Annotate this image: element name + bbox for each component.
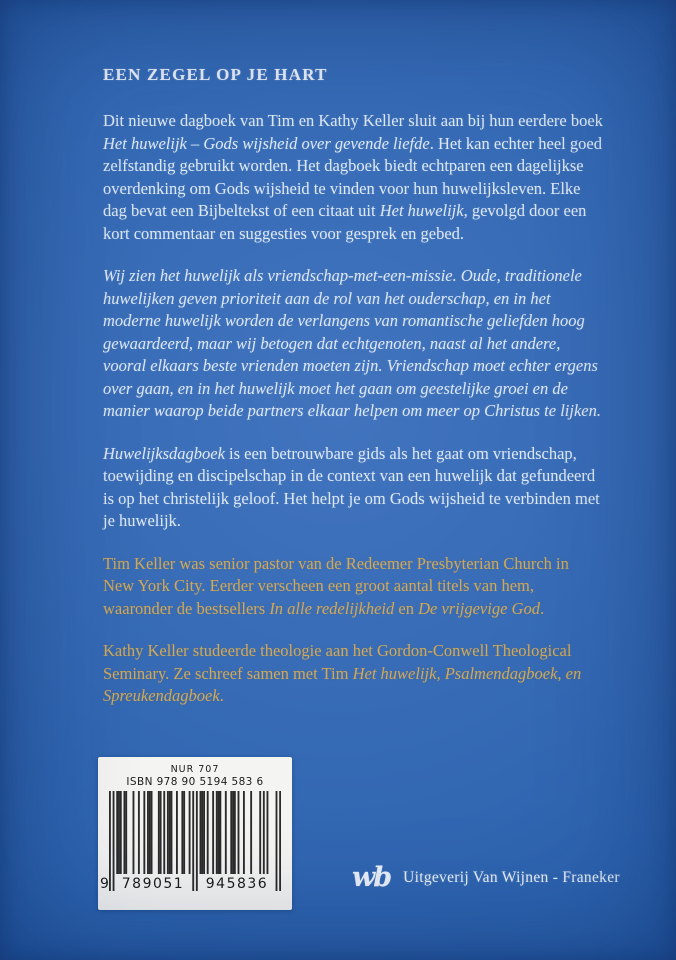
publisher-line — [352, 864, 620, 891]
text-run: en — [394, 598, 419, 618]
barcode-digit-group-1: 789051 — [121, 876, 185, 892]
text-run: . — [219, 686, 224, 705]
blurb-column — [103, 66, 603, 728]
italic-text-run: In alle redelijkheid — [269, 598, 395, 618]
blurb-paragraph — [103, 110, 603, 245]
book-title: EEN ZEGEL OP JE HART — [103, 65, 328, 84]
blurb-paragraph — [103, 265, 603, 423]
author-paragraph — [103, 640, 603, 708]
italic-text-run: Het huwelijk, Psalmendagboek, en Spreukendagboek — [103, 663, 582, 705]
italic-text-run: Het huwelijk – Gods wijsheid over gevende liefde — [103, 133, 430, 153]
blurb-paragraphs — [103, 110, 603, 708]
italic-text-run: De vrijgevige God — [418, 598, 540, 618]
publisher-name: Uitgeverij Van Wijnen - Franeker — [403, 868, 620, 886]
isbn-label: ISBN 978 90 5194 583 6 — [126, 776, 264, 788]
text-run: Kathy Keller studeerde theologie aan het Gordon-Conwell Theological Seminary. Ze schreef samen met Tim — [103, 641, 572, 683]
barcode-sticker — [98, 757, 292, 910]
barcode-digit-group-2: 945836 — [205, 876, 269, 892]
text-run: , gevolgd door een kort commentaar en suggesties voor gesprek en gebed. — [103, 201, 587, 243]
text-run: Dit nieuwe dagboek van Tim en Kathy Keller sluit aan bij hun eerdere boek — [103, 111, 603, 130]
text-run: . — [539, 598, 545, 618]
italic-text-run: Wij zien het huwelijk als vriendschap-met-een-missie. Oude, traditionele huwelijken geven prioriteit aan de rol van het ouderschap, en in het moderne huwelijk worden de verlangens van romantische geliefden hoog gewaardeerd, maar wij betogen dat echtgenoten, naast al het andere, vooral elkaars beste vrienden moeten zijn. Vriendschap moet echter ergens over gaan, en in het huwelijk moet het gaan om geestelijke groei en de manier waarop beide partners elkaar helpen om meer op Christus te lijken. — [103, 266, 601, 420]
van-wijnen-logo: wb — [352, 862, 391, 893]
barcode-digit-first: 9 — [100, 876, 109, 892]
barcode-digits — [98, 876, 292, 892]
blurb-paragraph — [103, 443, 603, 533]
nur-code: NUR 707 — [170, 764, 220, 775]
author-paragraph — [103, 553, 603, 621]
italic-text-run: Het huwelijk — [379, 201, 464, 220]
text-run: . Het kan echter heel goed zelfstandig gebruikt worden. Het dagboek biedt echtparen een dagelijkse overdenking om Gods wijsheid te vinden voor hun huwelijksleven. Elke dag bevat een Bijbeltekst of een citaat uit — [103, 133, 602, 220]
italic-text-run: Huwelijksdagboek — [103, 443, 225, 463]
text-run: Tim Keller was senior pastor van de Redeemer Presbyterian Church in New York City. Eerder verscheen een groot aantal titels van hem, waaronder de bestsellers — [103, 553, 569, 618]
text-run: is een betrouwbare gids als het gaat om vriendschap, toewijding en discipelschap in de context van een huwelijk dat gefundeerd is op het christelijk geloof. Het helpt je om Gods wijsheid te verbinden met je huwelijk. — [103, 443, 600, 530]
